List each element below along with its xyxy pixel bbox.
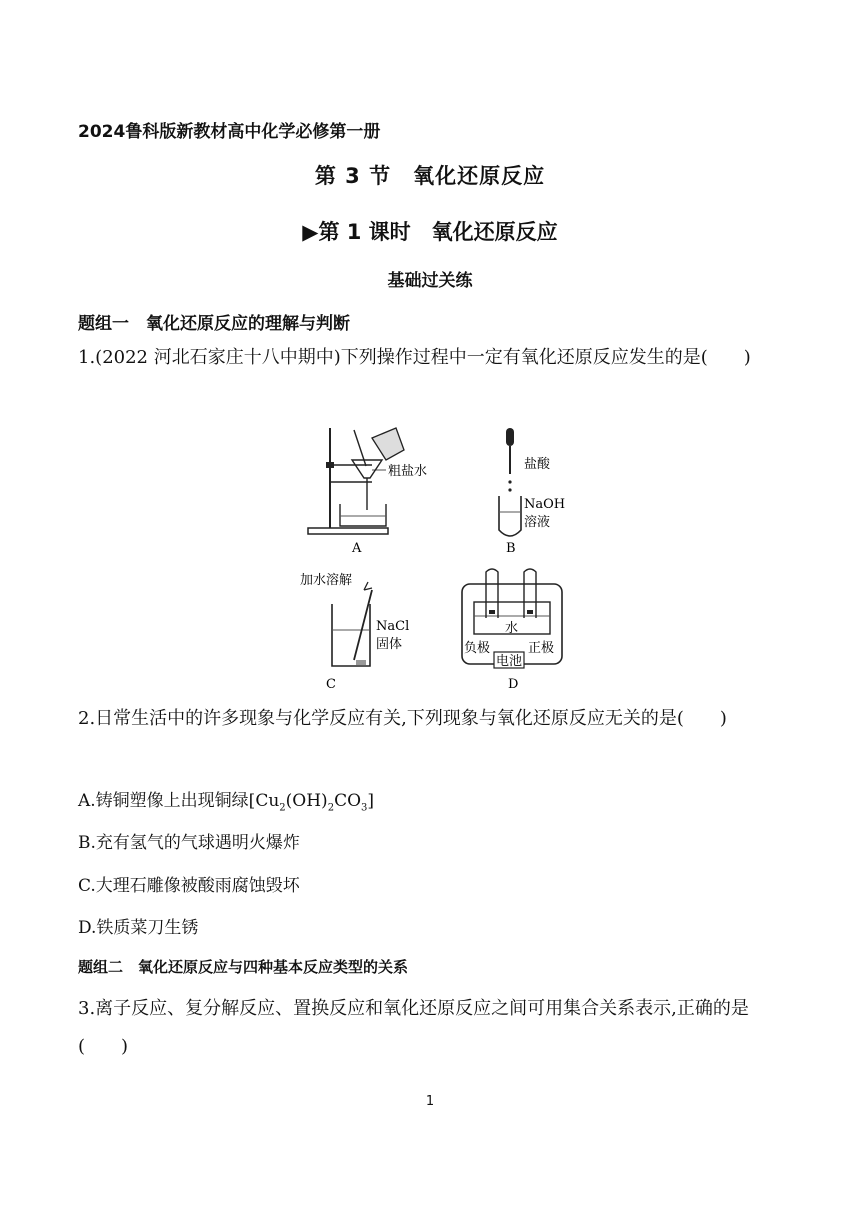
page-number: 1 — [425, 1094, 435, 1109]
figure-c-label-1: NaCl — [376, 619, 410, 634]
question-1-text: 1.(2022 河北石家庄十八中期中)下列操作过程中一定有氧化还原反应发生的是( ) — [78, 347, 751, 368]
question-2-text: 2.日常生活中的许多现象与化学反应有关,下列现象与氧化还原反应无关的是( ) — [78, 708, 727, 729]
figure-b-label-top: 盐酸 — [524, 457, 551, 472]
question-2-option-a: A.铸铜塑像上出现铜绿$[Cu_2(OH)_2CO_3]$ — [78, 791, 375, 814]
figure-c-caption: C — [326, 677, 336, 692]
group-2-title: 题组二 氧化还原反应与四种基本反应类型的关系 — [78, 958, 409, 976]
figure-d-neg: 负极 — [464, 641, 491, 656]
question-2-option-b: B.充有氢气的气球遇明火爆炸 — [78, 833, 300, 853]
figure-d-battery: 电池 — [496, 654, 523, 669]
figure-b-label-2: 溶液 — [524, 515, 551, 530]
figure-b-label-1: NaOH — [524, 497, 566, 512]
figure-c-dissolve — [298, 568, 438, 692]
exercise-title: 基础过关练 — [387, 271, 473, 291]
figure-d-pos: 正极 — [528, 641, 555, 656]
figure-d-water: 水 — [505, 621, 519, 636]
figure-c-label-2: 固体 — [376, 637, 403, 652]
section-title: 第 3 节 氧化还原反应 — [314, 164, 546, 188]
figure-d-electrolysis — [456, 564, 576, 692]
question-3-text: 3.离子反应、复分解反应、置换反应和氧化还原反应之间可用集合关系表示,正确的是( ) — [78, 998, 749, 1057]
figure-d-caption: D — [508, 677, 519, 692]
group-1-title: 题组一 氧化还原反应的理解与判断 — [78, 314, 350, 334]
figure-a-caption: A — [352, 541, 362, 555]
figure-b-test-tube — [480, 422, 590, 555]
book-title: 2024鲁科版新教材高中化学必修第一册 — [78, 122, 381, 142]
figure-a-label: 粗盐水 — [388, 464, 428, 479]
lesson-title: ▶第 1 课时 氧化还原反应 — [302, 220, 558, 244]
figure-b-caption: B — [506, 541, 516, 555]
question-2-option-d: D.铁质菜刀生锈 — [78, 918, 199, 938]
question-2-option-c: C.大理石雕像被酸雨腐蚀毁坏 — [78, 876, 300, 896]
figure-c-label-top: 加水溶解 — [300, 573, 353, 588]
figure-a-filtration — [300, 420, 440, 555]
